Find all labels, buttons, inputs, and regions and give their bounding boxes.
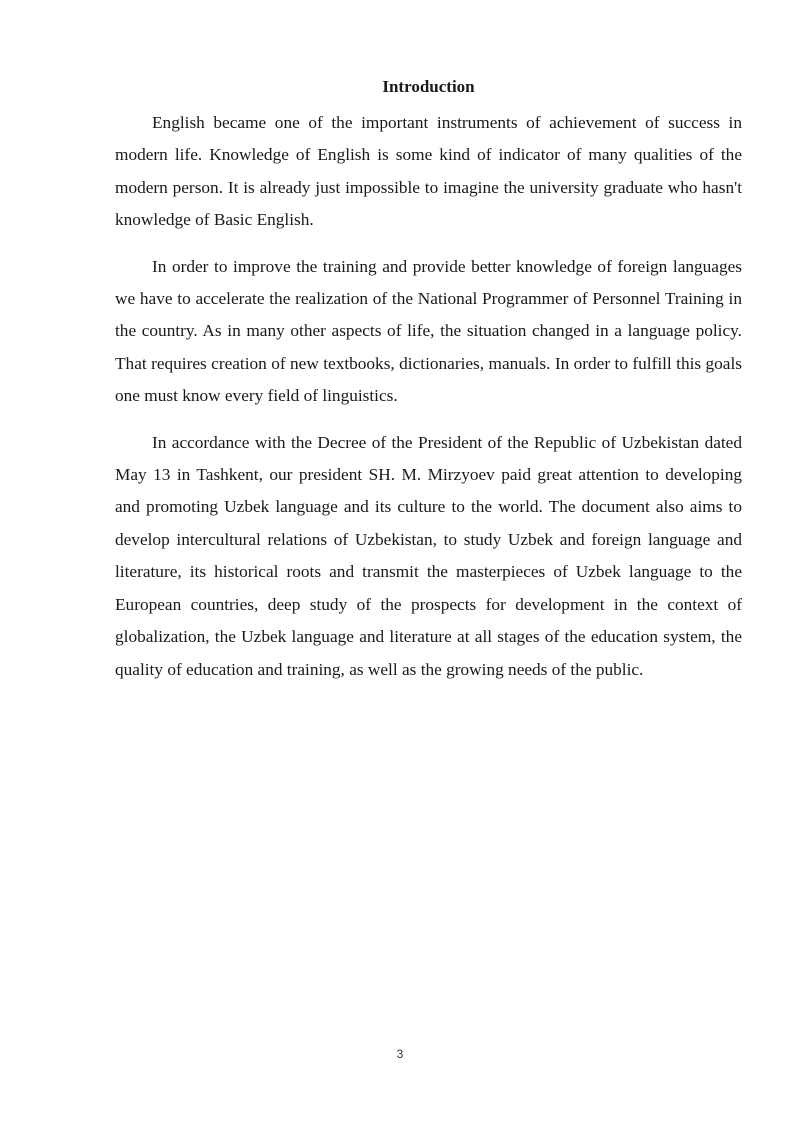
page-number: 3 — [396, 1047, 404, 1061]
paragraph-3: In accordance with the Decree of the President of the Republic of Uzbekistan dated May 13 in Tashkent, our president SH. M. Mirzyoev paid great attention to developing and promoting Uzbek language and its culture to the world. The document also aims to develop intercultural relations of Uzbekistan, to study Uzbek and foreign language and literature, its historical roots and transmit the masterpieces of Uzbek language to the European countries, deep study of the prospects for development in the context of globalization, the Uzbek language and literature at all stages of the education system, the quality of education and training, as well as the growing needs of the public. — [115, 432, 742, 679]
section-title: Introduction — [382, 77, 475, 96]
page-content — [115, 76, 742, 700]
paragraph-2: In order to improve the training and provide better knowledge of foreign languages we have to accelerate the realization of the National Programmer of Personnel Training in the country. As in many other aspects of life, the situation changed in a language policy. That requires creation of new textbooks, dictionaries, manuals. In order to fulfill this goals one must know every field of linguistics. — [115, 256, 742, 406]
paragraph-1: English became one of the important instruments of achievement of success in modern life. Knowledge of English is some kind of indicator of many qualities of the modern person. It is already just impossible to imagine the university graduate who hasn't knowledge of Basic English. — [115, 113, 742, 230]
